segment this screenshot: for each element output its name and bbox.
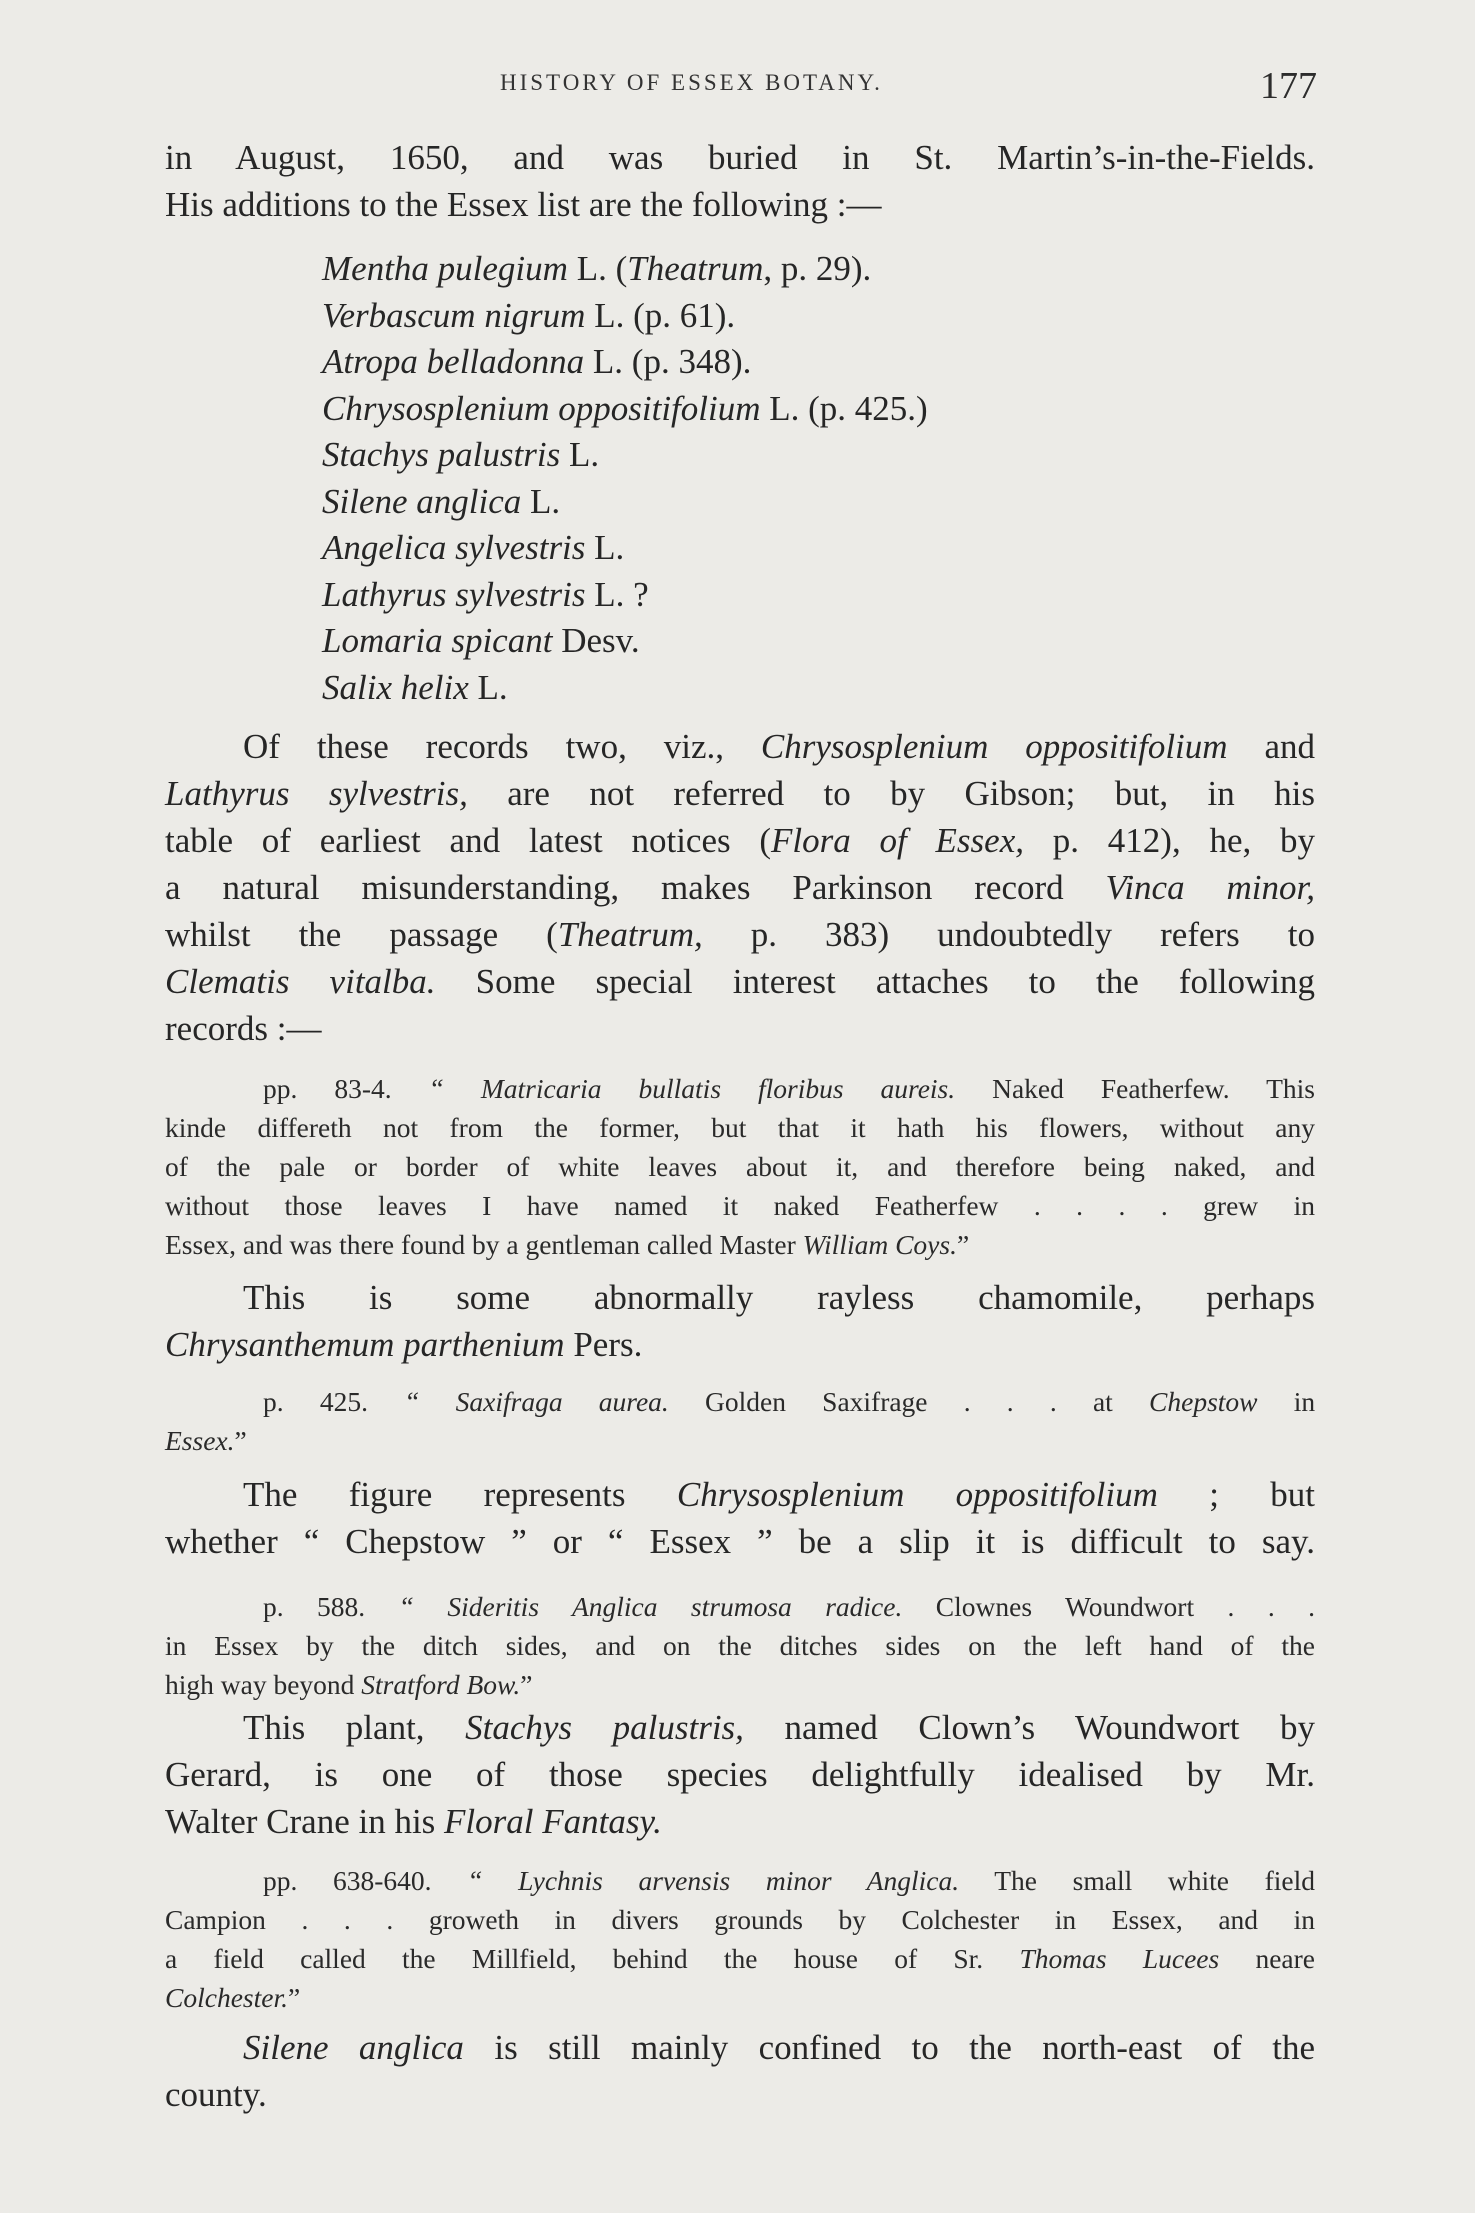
text-line: Chrysanthemum parthenium Pers. (165, 1325, 643, 1364)
paragraph-chamomile (165, 1274, 1315, 1368)
species-entry: Chrysosplenium oppositifolium L. (p. 425.) (322, 388, 928, 428)
species-entry: Atropa belladonna L. (p. 348). (322, 342, 752, 381)
page-number: 177 (1260, 65, 1317, 107)
paragraph-records (165, 723, 1315, 1052)
quote-line: Essex.” (165, 1425, 247, 1456)
quote-line: pp. 638-640. “ Lychnis arvensis minor Anglica. The small white field (263, 1865, 1316, 1896)
quote-line: Colchester.” (165, 1982, 301, 2013)
quote-line: a field called the Millfield, behind the house of Sr. Thomas Lucees neare (165, 1943, 1315, 1974)
species-entry: Silene anglica L. (322, 481, 561, 521)
text-line: county. (165, 2075, 267, 2114)
text-line: whether “ Chepstow ” or “ Essex ” be a slip it is difficult to say. (165, 1522, 1315, 1561)
quote-line: pp. 83-4. “ Matricaria bullatis floribus aureis. Naked Featherfew. This (263, 1073, 1315, 1104)
running-head (0, 64, 1475, 107)
text-line: records :— (165, 1009, 322, 1048)
species-entry: Lomaria spicant Desv. (322, 621, 640, 660)
quote-line: Campion . . . groweth in divers grounds by Colchester in Essex, and in (165, 1904, 1316, 1935)
text-line: a natural misunderstanding, makes Parkinson record Vinca minor, (165, 868, 1315, 907)
quote-line: high way beyond Stratford Bow.” (165, 1669, 533, 1700)
quote-line: of the pale or border of white leaves about it, and therefore being naked, and (165, 1151, 1315, 1182)
paragraph-stachys (165, 1704, 1315, 1845)
text-line: Clematis vitalba. Some special interest attaches to the following (165, 962, 1315, 1001)
species-entry: Salix helix L. (322, 667, 508, 707)
quote-line: p. 425. “ Saxifraga aurea. Golden Saxifrage . . . at Chepstow in (263, 1386, 1316, 1417)
species-list (322, 246, 928, 711)
quote-line: Essex, and was there found by a gentleman called Master William Coys.” (165, 1229, 970, 1260)
text-line: table of earliest and latest notices (Flora of Essex, p. 412), he, by (165, 821, 1316, 860)
text-line: Of these records two, viz., Chrysosplenium oppositifolium and (243, 727, 1315, 766)
quote-saxifraga (165, 1382, 1315, 1460)
intro-paragraph (165, 134, 1315, 228)
species-entry: Angelica sylvestris L. (322, 528, 625, 567)
species-entry: Lathyrus sylvestris L. ? (322, 574, 649, 614)
running-title: HISTORY OF ESSEX BOTANY. (500, 70, 883, 95)
species-entry: Stachys palustris L. (322, 435, 600, 474)
text-line: Silene anglica is still mainly confined to the north-east of the (243, 2028, 1315, 2067)
quote-line: without those leaves I have named it naked Featherfew . . . . grew in (165, 1190, 1315, 1221)
paragraph-figure (165, 1471, 1315, 1565)
quote-line: kinde differeth not from the former, but that it hath his flowers, without any (165, 1112, 1315, 1143)
text-line: whilst the passage (Theatrum, p. 383) undoubtedly refers to (165, 915, 1316, 954)
quote-sideritis (165, 1587, 1315, 1704)
text-line: Lathyrus sylvestris, are not referred to by Gibson; but, in his (165, 774, 1315, 813)
paragraph-silene (165, 2024, 1315, 2118)
quote-line: in Essex by the ditch sides, and on the ditches sides on the left hand of the (165, 1630, 1315, 1661)
quote-matricaria (165, 1069, 1315, 1264)
intro-line: His additions to the Essex list are the following :— (165, 185, 882, 224)
text-line: The figure represents Chrysosplenium oppositifolium ; but (243, 1475, 1316, 1514)
text-line: This plant, Stachys palustris, named Clown’s Woundwort by (243, 1708, 1316, 1747)
text-line: Walter Crane in his Floral Fantasy. (165, 1802, 662, 1841)
quote-line: p. 588. “ Sideritis Anglica strumosa radice. Clownes Woundwort . . . (263, 1591, 1316, 1622)
species-entry: Mentha pulegium L. (Theatrum, p. 29). (322, 249, 872, 288)
text-line: Gerard, is one of those species delightfully idealised by Mr. (165, 1755, 1315, 1794)
intro-line: in August, 1650, and was buried in St. Martin’s-in-the-Fields. (165, 138, 1315, 177)
species-entry: Verbascum nigrum L. (p. 61). (322, 295, 736, 335)
quote-lychnis (165, 1861, 1315, 2017)
text-line: This is some abnormally rayless chamomile, perhaps (243, 1278, 1315, 1317)
